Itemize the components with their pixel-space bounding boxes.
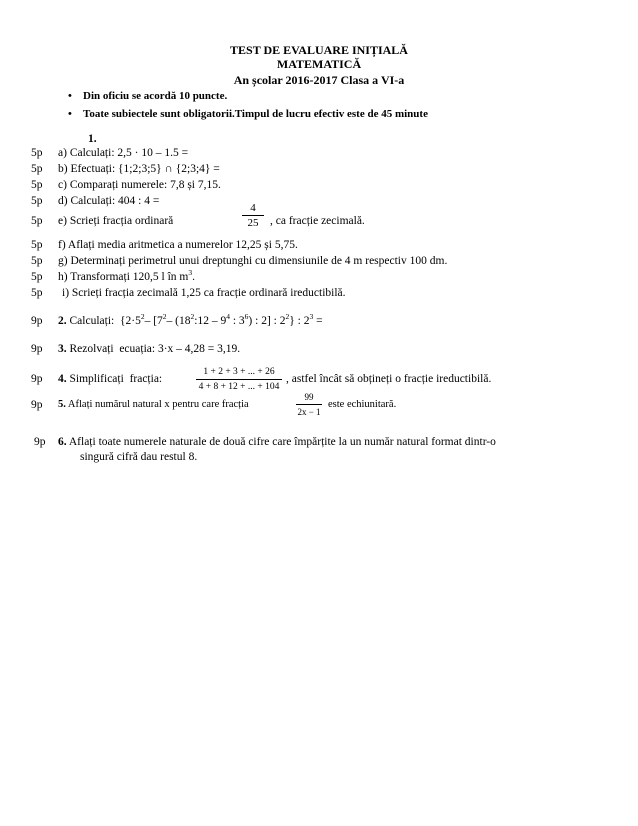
points-e: 5p	[31, 215, 43, 227]
fraction-sum: 1 + 2 + 3 + ... + 26 4 + 8 + 12 + ... + 104	[196, 366, 282, 393]
section-1-number: 1.	[88, 133, 97, 145]
item-c: c) Comparați numerele: 7,8 și 7,15.	[58, 179, 221, 191]
points-5: 9p	[31, 399, 43, 411]
points-6: 9p	[34, 436, 46, 448]
problem-4-suffix: , astfel încât să obțineți o fracție ireductibilă.	[286, 373, 492, 385]
points-2: 9p	[31, 315, 43, 327]
test-title: TEST DE EVALUARE INIȚIALĂ	[230, 43, 408, 57]
problem-6-line-2: singură cifră dau restul 8.	[80, 451, 198, 463]
school-year-line: An școlar 2016-2017 Clasa a VI-a	[233, 73, 405, 87]
problem-6-line-1: 6. Aflați toate numerele naturale de două cifre care împărțite la un număr natural format dintr-o	[58, 436, 496, 448]
points-g: 5p	[31, 255, 43, 267]
problem-5-suffix: este echiunitară.	[328, 399, 397, 410]
item-f: f) Aflați media aritmetica a numerelor 12,25 și 5,75.	[58, 239, 298, 251]
bullet-icon: •	[68, 108, 72, 120]
fraction-99: 99 2x − 1	[297, 392, 321, 417]
points-i: 5p	[31, 287, 43, 299]
item-h: h) Transformați 120,5 l în $m^3$.	[58, 268, 195, 283]
points-a: 5p	[31, 147, 43, 159]
points-b: 5p	[31, 163, 43, 175]
item-e-suffix: , ca fracție zecimală.	[270, 215, 365, 227]
item-d: d) Calculați: 404 : 4 =	[58, 195, 160, 207]
points-d: 5p	[31, 195, 43, 207]
points-h: 5p	[31, 271, 43, 283]
item-i: i) Scrieți fracția zecimală 1,25 ca fracție ordinară ireductibilă.	[62, 287, 346, 299]
item-g: g) Determinați perimetrul unui dreptunghi cu dimensiunile de 4 m respectiv 100 dm.	[58, 255, 448, 267]
points-3: 9p	[31, 343, 43, 355]
fraction-bar	[196, 379, 282, 380]
points-4: 9p	[31, 373, 43, 385]
problem-4: 4. Simplificați fracția:	[58, 373, 163, 385]
problem-2: 2. Calculați: {$2\cdot 5^2-$ [$7^2-$ ($18^2:12 - 9^4$ : $3^6$) : 2] : $2^2$} : $2^3$ =	[58, 312, 323, 327]
points-f: 5p	[31, 239, 43, 251]
bullet-rules: • Toate subiectele sunt obligatorii.Timpul de lucru efectiv este de 45 minute	[68, 108, 428, 120]
problem-5: 5. Aflați numărul natural x pentru care fracția	[58, 399, 249, 410]
problem-2-expression: {$2\cdot 5^2-$ [$7^2-$ ($18^2:12 - 9^4$ : $3^6$) : 2] : $2^2$} : $2^3$ =	[119, 312, 323, 327]
item-a: a) Calculați: 2,5 · 10 – 1.5 =	[58, 147, 189, 159]
points-c: 5p	[31, 179, 43, 191]
item-b: b) Efectuați: {1;2;3;5} ∩ {2;3;4} =	[58, 163, 220, 175]
fraction-bar	[296, 404, 322, 405]
fraction-bar	[242, 215, 264, 216]
item-e: e) Scrieți fracția ordinară	[58, 215, 174, 227]
bullet-official-points: • Din oficiu se acordă 10 puncte.	[68, 90, 228, 102]
problem-3: 3. Rezolvați ecuația: 3·x – 4,28 = 3,19.	[58, 343, 241, 355]
subject-title: MATEMATICĂ	[276, 57, 362, 71]
fraction-4-25: 4 25	[242, 202, 264, 229]
bullet-icon: •	[68, 90, 72, 102]
intersection-symbol: ∩	[164, 163, 173, 175]
